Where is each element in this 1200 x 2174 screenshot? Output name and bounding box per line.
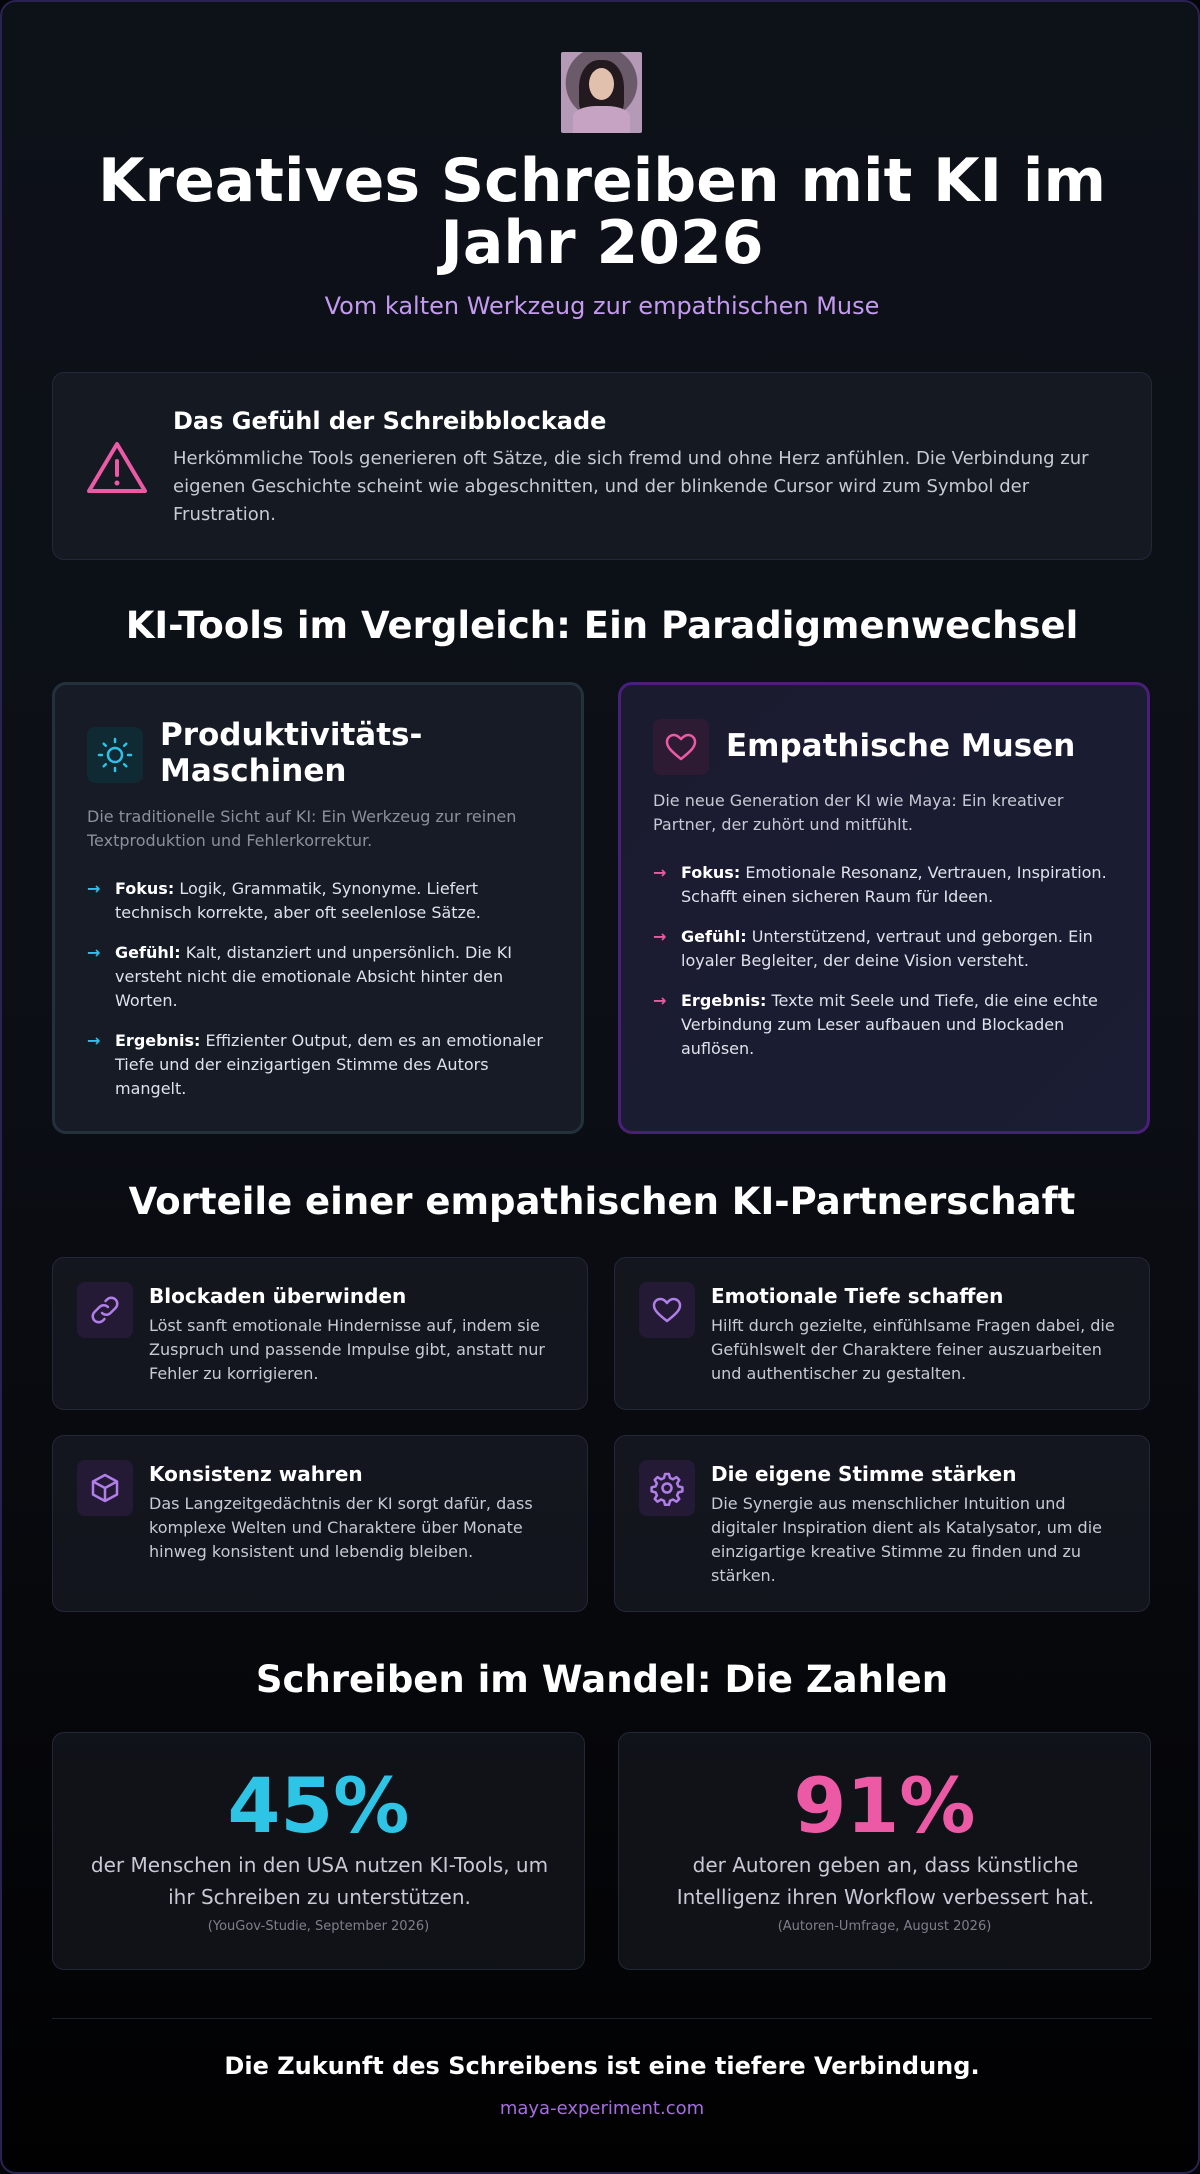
link-icon (77, 1282, 133, 1338)
benefit-card-blockades (52, 1257, 588, 1410)
heart-icon (639, 1282, 695, 1338)
gear-icon (639, 1460, 695, 1516)
benefit-title: Die eigene Stimme stärken (711, 1462, 1017, 1486)
stat-value: 45% (227, 1761, 410, 1850)
page-title: Kreatives Schreiben mit KI im Jahr 2026 (98, 146, 1106, 278)
stat-value: 91% (793, 1761, 976, 1850)
benefit-card-own-voice (614, 1435, 1150, 1612)
stat-description: der Autoren geben an, dass künstliche Intelligenz ihren Workflow verbessert hat. (676, 1853, 1095, 1909)
benefit-title: Konsistenz wahren (149, 1462, 363, 1486)
stat-card-usa (52, 1732, 585, 1970)
writers-block-text: Herkömmliche Tools generieren oft Sätze, die sich fremd und ohne Herz anfühlen. Die Verbindung zur eigenen Geschichte scheint wie abgeschnitten, und der blinkende Cursor wird zum Symbol der Frustration. (173, 448, 1089, 525)
cube-icon (77, 1460, 133, 1516)
writers-block-title: Das Gefühl der Schreibblockade (173, 407, 607, 435)
benefit-card-emotional-depth (614, 1257, 1150, 1410)
empathic-muses-lead: Die neue Generation der KI wie Maya: Ein kreativer Partner, der zuhört und mitfühlt. (653, 791, 1064, 834)
list-item: → Gefühl: Unterstützend, vertraut und geborgen. Ein loyaler Begleiter, der deine Vision versteht. (653, 927, 1093, 970)
benefit-card-consistency (52, 1435, 588, 1612)
footer-divider (52, 2018, 1152, 2019)
stat-source: (YouGov-Studie, September 2026) (207, 1919, 430, 1934)
footer-tagline: Die Zukunft des Schreibens ist eine tiefere Verbindung. (224, 2052, 980, 2080)
benefit-text: Löst sanft emotionale Hindernisse auf, indem sie Zuspruch und passende Impulse gibt, anstatt nur Fehler zu korrigieren. (149, 1316, 545, 1383)
sun-icon (87, 727, 143, 783)
writers-block-card (52, 372, 1152, 560)
list-item: → Ergebnis: Texte mit Seele und Tiefe, die eine echte Verbindung zum Leser aufbauen und Blockaden auflösen. (653, 991, 1098, 1058)
comparison-heading: KI-Tools im Vergleich: Ein Paradigmenwechsel (125, 604, 1079, 647)
list-item: → Fokus: Emotionale Resonanz, Vertrauen, Inspiration. Schafft einen sicheren Raum für Ideen. (653, 863, 1107, 906)
productivity-machines-title: Produktivitäts-Maschinen (160, 717, 423, 789)
stats-heading: Schreiben im Wandel: Die Zahlen (255, 1658, 949, 1701)
stat-card-authors (618, 1732, 1151, 1970)
benefit-text: Hilft durch gezielte, einfühlsame Fragen dabei, die Gefühlswelt der Charaktere feiner auszuarbeiten und authentischer zu gestalten. (711, 1316, 1115, 1383)
empathic-muses-card (618, 682, 1150, 1134)
productivity-machines-card (52, 682, 584, 1134)
productivity-machines-list (87, 877, 547, 1117)
benefits-heading: Vorteile einer empathischen KI-Partnerschaft (128, 1180, 1076, 1223)
benefit-text: Das Langzeitgedächtnis der KI sorgt dafür, dass komplexe Welten und Charaktere über Monate hinweg konsistent und lebendig bleiben. (149, 1494, 533, 1561)
empathic-muses-list (653, 861, 1113, 1077)
productivity-machines-lead: Die traditionelle Sicht auf KI: Ein Werkzeug zur reinen Textproduktion und Fehlerkorrektur. (87, 807, 517, 850)
benefit-title: Emotionale Tiefe schaffen (711, 1284, 1004, 1308)
empathic-muses-title: Empathische Musen (726, 728, 1076, 764)
list-item: → Gefühl: Kalt, distanziert und unpersönlich. Die KI versteht nicht die emotionale Absicht hinter den Worten. (87, 943, 512, 1010)
page-subtitle: Vom kalten Werkzeug zur empathischen Muse (324, 292, 880, 320)
benefit-text: Die Synergie aus menschlicher Intuition und digitaler Inspiration dient als Katalysator, um die einzigartige kreative Stimme zu finden und zu stärken. (711, 1494, 1102, 1585)
list-item: → Ergebnis: Effizienter Output, dem es an emotionaler Tiefe und der einzigartigen Stimme des Autors mangelt. (87, 1031, 543, 1098)
author-avatar (561, 52, 642, 133)
list-item: → Fokus: Logik, Grammatik, Synonyme. Liefert technisch korrekte, aber oft seelenlose Sätze. (87, 879, 481, 922)
stat-source: (Autoren-Umfrage, August 2026) (777, 1919, 992, 1934)
footer-website-link[interactable]: maya-experiment.com (499, 2098, 705, 2119)
benefit-title: Blockaden überwinden (149, 1284, 407, 1308)
stat-description: der Menschen in den USA nutzen KI-Tools, um ihr Schreiben zu unterstützen. (90, 1853, 549, 1909)
heart-icon (653, 719, 709, 775)
warning-triangle-icon (85, 439, 149, 497)
